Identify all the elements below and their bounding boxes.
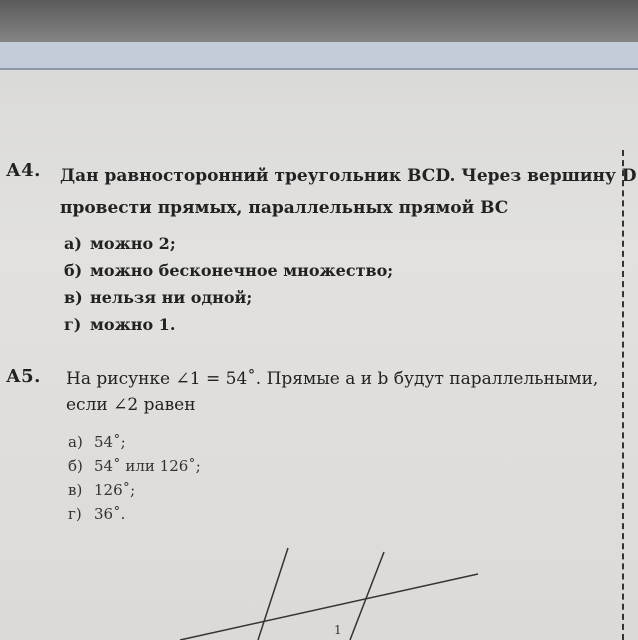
question-line: Дан равносторонний треугольник BCD. Через вершину D	[60, 166, 637, 186]
answer-letter: а)	[64, 234, 82, 253]
question-line: На рисунке ∠1 = 54˚. Прямые a и b будут параллельными,	[66, 369, 599, 389]
angle-label: 1	[334, 623, 342, 637]
question-number: А5.	[6, 366, 41, 387]
answer-letter: а)	[68, 433, 83, 451]
answer-text: можно 2;	[90, 234, 176, 253]
line-a	[258, 548, 288, 640]
answer-text: 54˚ или 126˚;	[94, 457, 201, 475]
answer-text: 36˚.	[94, 505, 126, 523]
answer-text: 126˚;	[94, 481, 136, 499]
answer-letter: г)	[64, 315, 82, 334]
question-number: А4.	[6, 160, 41, 181]
answer-letter: г)	[68, 505, 82, 523]
answer-text: нельзя ни одной;	[90, 288, 253, 307]
answer-text: можно 1.	[90, 315, 176, 334]
answer-letter: в)	[68, 481, 83, 499]
answer-letter: в)	[64, 288, 83, 307]
answer-text: 54˚;	[94, 433, 126, 451]
answer-text: можно бесконечное множество;	[90, 261, 394, 280]
question-line: провести прямых, параллельных прямой BC	[60, 198, 509, 218]
transversal-line	[180, 574, 478, 640]
answer-letter: б)	[64, 261, 83, 280]
answer-letter: б)	[68, 457, 83, 475]
question-line: если ∠2 равен	[66, 395, 196, 415]
